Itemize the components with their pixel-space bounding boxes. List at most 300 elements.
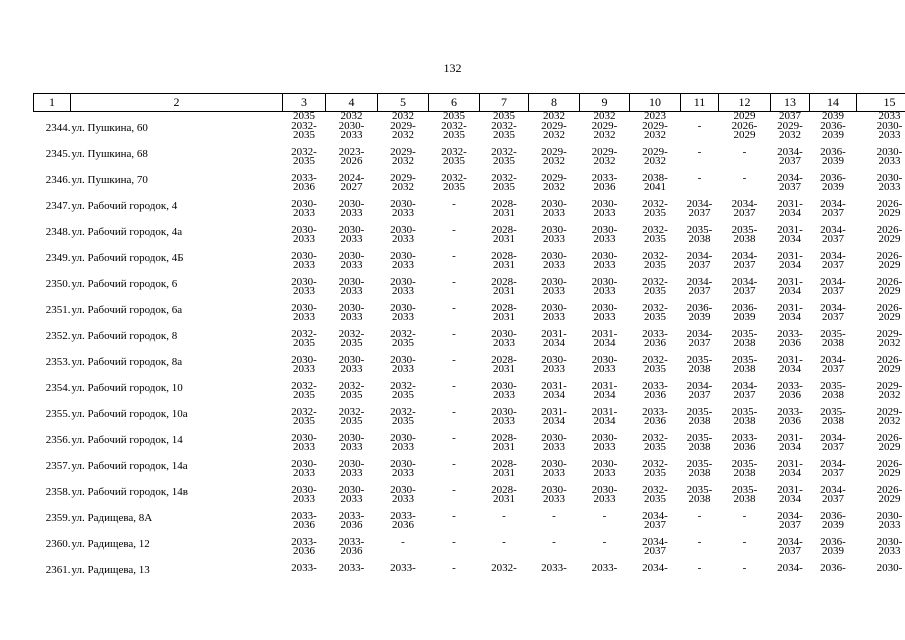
- period-end: 2032: [593, 129, 616, 141]
- period-start: 2032-: [390, 327, 416, 340]
- period-end: [480, 547, 529, 557]
- period-cell: [771, 431, 810, 460]
- period-end: 2035: [644, 259, 666, 271]
- period-start: 2028-: [491, 197, 517, 210]
- period-start: 2030-: [390, 353, 416, 366]
- period-cell: [326, 353, 378, 382]
- row-number: 2346.: [45, 173, 71, 186]
- period-end: 2033: [543, 441, 565, 453]
- period-cell: [630, 353, 681, 382]
- period-cell: [529, 509, 580, 538]
- period-cell: [429, 119, 480, 148]
- period-cell: [529, 379, 580, 408]
- period-cell: [480, 145, 529, 174]
- period-end: 2032: [543, 129, 565, 141]
- period-start: 2032-: [291, 327, 317, 340]
- period-end: 2037: [733, 259, 756, 271]
- period-end: 2037: [779, 155, 801, 167]
- period-end: [681, 573, 719, 583]
- period-cell: [283, 327, 326, 356]
- period-cell: [283, 561, 326, 590]
- period-start: 2030-: [541, 431, 567, 444]
- period-start: 2030-: [291, 353, 317, 366]
- period-start: 2028-: [491, 275, 517, 288]
- period-end: 2034: [593, 415, 616, 427]
- row-number: 2358.: [45, 485, 71, 498]
- period-start: 2030-: [491, 379, 517, 392]
- period-cell: [283, 379, 326, 408]
- period-end: 2034: [779, 467, 801, 479]
- period-start: 2035-: [686, 457, 713, 470]
- period-end: [681, 521, 719, 531]
- period-end: [429, 547, 480, 557]
- period-cell: [630, 327, 681, 356]
- period-start: 2026-: [876, 223, 903, 236]
- period-end: 2036: [293, 181, 315, 193]
- period-cell: [480, 561, 529, 590]
- period-start: 2030-: [390, 431, 416, 444]
- period-cell: [681, 535, 719, 564]
- row-number: 2356.: [45, 433, 71, 446]
- period-start: 2030-: [390, 457, 416, 470]
- period-cell: [580, 379, 630, 408]
- period-cell: [378, 457, 429, 486]
- period-cell: [429, 275, 480, 304]
- column-header-3: 3: [283, 94, 326, 112]
- period-cell: [810, 327, 857, 356]
- period-cell: [580, 119, 630, 148]
- period-end: 2032: [878, 389, 901, 401]
- period-start: 2031-: [541, 327, 567, 340]
- period-cell: [857, 145, 905, 174]
- period-cell: [681, 379, 719, 408]
- period-end: 2036: [392, 519, 414, 531]
- period-start: -: [602, 509, 607, 522]
- period-start: 2026-: [876, 275, 903, 288]
- period-cell: [378, 145, 429, 174]
- period-start: 2034-: [777, 535, 803, 548]
- period-end: 2033: [293, 493, 315, 505]
- period-cell: [326, 145, 378, 174]
- period-end: 2035: [443, 155, 465, 167]
- period-start: -: [452, 405, 456, 418]
- period-end: [429, 417, 480, 427]
- table-row: [34, 304, 905, 330]
- period-start: 2033-: [591, 561, 618, 574]
- period-end: 2039: [822, 155, 844, 167]
- period-cell: [630, 379, 681, 408]
- period-cell: [326, 327, 378, 356]
- period-cell: [378, 301, 429, 330]
- period-start: 2031-: [591, 405, 618, 418]
- period-end: 2034: [543, 389, 565, 401]
- period-cell: [857, 353, 905, 382]
- period-start: 2031-: [777, 483, 803, 496]
- period-start: 2030-: [291, 483, 317, 496]
- period-end: [429, 287, 480, 297]
- period-end: 2035: [644, 441, 666, 453]
- row-address: ул. Рабочий городок, 6а: [71, 303, 183, 316]
- period-end: 2034: [543, 337, 565, 349]
- period-start: 2033-: [642, 327, 668, 340]
- period-end: 2032: [543, 181, 565, 193]
- period-end: [719, 157, 771, 167]
- column-header-5: 5: [378, 94, 429, 112]
- period-cell: [580, 535, 630, 564]
- period-cell: [480, 431, 529, 460]
- table-row: [34, 486, 905, 512]
- period-start: 2030-: [390, 275, 416, 288]
- row-address: ул. Рабочий городок, 8а: [71, 355, 183, 368]
- period-end: 2037: [822, 467, 844, 479]
- period-start: -: [452, 483, 456, 496]
- period-cell: [378, 535, 429, 564]
- row-address: ул. Радищева, 13: [71, 563, 150, 576]
- period-end: 2029: [878, 259, 901, 271]
- period-cell: [283, 223, 326, 252]
- period-start: 2033-: [777, 327, 803, 340]
- period-start: 2023-: [338, 145, 365, 158]
- period-start: 2032-: [642, 301, 668, 314]
- period-start: 2028-: [491, 353, 517, 366]
- period-cell: [283, 301, 326, 330]
- period-end: 2039: [822, 545, 844, 557]
- period-end: 2035: [340, 389, 363, 401]
- period-end: 2036: [340, 545, 363, 557]
- period-cell: [719, 457, 771, 486]
- period-end: 2035: [293, 155, 315, 167]
- period-end: 2038: [822, 337, 844, 349]
- row-address: ул. Рабочий городок, 4: [71, 199, 178, 212]
- period-start: 2034-: [820, 223, 846, 236]
- period-start: 2036-: [686, 301, 713, 314]
- period-start: 2031-: [777, 223, 803, 236]
- period-end: 2033: [293, 207, 315, 219]
- period-end: 2031: [493, 285, 515, 297]
- period-end: 2032: [392, 155, 414, 167]
- period-end: 2034: [779, 363, 801, 375]
- period-cell: [429, 223, 480, 252]
- period-cell: [719, 249, 771, 278]
- period-start: -: [552, 535, 556, 548]
- period-start: 2031-: [591, 379, 618, 392]
- period-cell: [283, 119, 326, 148]
- period-start: 2029-: [777, 119, 803, 132]
- period-end: 2035: [644, 493, 666, 505]
- period-end: 2033: [878, 181, 901, 193]
- period-start: 2030-: [338, 353, 365, 366]
- period-start: 2028-: [491, 457, 517, 470]
- period-cell: [719, 483, 771, 512]
- period-end: 2037: [688, 259, 711, 271]
- period-start: 2030-: [291, 431, 317, 444]
- period-start: 2030-: [591, 431, 618, 444]
- period-end: [857, 573, 905, 583]
- period-end: 2031: [493, 363, 515, 375]
- period-cell: [378, 171, 429, 200]
- period-start: 2033-: [591, 171, 618, 184]
- continuation-cell: 2037: [779, 110, 801, 122]
- period-end: 2031: [493, 467, 515, 479]
- period-cell: [283, 249, 326, 278]
- period-cell: [580, 457, 630, 486]
- period-cell: [857, 249, 905, 278]
- period-start: 2030-: [338, 275, 365, 288]
- period-cell: [719, 275, 771, 304]
- column-header-2: 2: [71, 94, 283, 112]
- row-address: ул. Рабочий городок, 4Б: [71, 251, 184, 264]
- period-end: 2033: [392, 259, 414, 271]
- period-end: 2035: [644, 311, 666, 323]
- period-cell: [681, 561, 719, 590]
- period-end: 2035: [293, 415, 315, 427]
- period-end: 2033: [593, 233, 616, 245]
- period-cell: [630, 249, 681, 278]
- period-end: 2034: [779, 233, 801, 245]
- period-cell: [529, 535, 580, 564]
- period-cell: [283, 509, 326, 538]
- period-start: 2036-: [820, 145, 846, 158]
- period-cell: [529, 223, 580, 252]
- period-start: 2032-: [642, 431, 668, 444]
- period-start: -: [697, 171, 702, 184]
- period-start: -: [742, 535, 747, 548]
- period-cell: [378, 509, 429, 538]
- period-cell: [378, 249, 429, 278]
- period-end: 2034: [779, 311, 801, 323]
- period-end: 2036: [293, 545, 315, 557]
- period-end: [529, 521, 580, 531]
- period-cell: [429, 379, 480, 408]
- period-cell: [719, 145, 771, 174]
- row-number: 2357.: [45, 459, 71, 472]
- column-header-11: 11: [681, 94, 719, 112]
- period-end: 2033: [392, 441, 414, 453]
- period-cell: [529, 405, 580, 434]
- period-end: 2034: [543, 415, 565, 427]
- period-cell: [283, 171, 326, 200]
- period-cell: [429, 327, 480, 356]
- period-start: 2029-: [390, 119, 416, 132]
- period-end: 2032: [878, 337, 901, 349]
- period-end: 2036: [644, 415, 666, 427]
- period-end: 2033: [340, 441, 363, 453]
- row-address: ул. Пушкина, 68: [71, 147, 148, 160]
- period-cell: [857, 535, 905, 564]
- period-end: 2033: [543, 233, 565, 245]
- period-end: 2038: [733, 493, 756, 505]
- table-row: [34, 460, 905, 486]
- period-cell: [810, 379, 857, 408]
- period-start: 2034-: [731, 275, 758, 288]
- period-cell: [810, 249, 857, 278]
- column-header-15: 15: [857, 94, 905, 112]
- period-start: 2034-: [642, 509, 668, 522]
- period-start: 2035-: [820, 405, 846, 418]
- period-start: 2033-: [338, 509, 365, 522]
- table-row: [34, 174, 905, 200]
- period-end: 2029: [878, 233, 901, 245]
- period-cell: [529, 301, 580, 330]
- period-start: -: [452, 535, 456, 548]
- period-end: 2036: [644, 389, 666, 401]
- row-address: ул. Пушкина, 70: [71, 173, 148, 186]
- period-start: 2030-: [390, 483, 416, 496]
- continuation-cell: 2035: [443, 110, 465, 122]
- period-end: [429, 209, 480, 219]
- period-cell: [630, 119, 681, 148]
- period-start: 2029-: [390, 145, 416, 158]
- period-start: 2028-: [491, 223, 517, 236]
- period-start: 2031-: [591, 327, 618, 340]
- period-end: 2032: [644, 129, 666, 141]
- period-start: 2030-: [390, 197, 416, 210]
- period-start: 2033-: [291, 535, 317, 548]
- period-start: 2033-: [390, 509, 416, 522]
- period-cell: [681, 353, 719, 382]
- period-cell: [810, 145, 857, 174]
- period-start: 2034-: [820, 197, 846, 210]
- period-end: [378, 573, 429, 583]
- row-number: 2350.: [45, 277, 71, 290]
- period-end: 2038: [688, 441, 711, 453]
- period-end: 2033: [340, 363, 363, 375]
- period-end: 2029: [878, 285, 901, 297]
- period-end: 2033: [392, 311, 414, 323]
- period-cell: [681, 145, 719, 174]
- period-cell: [378, 197, 429, 226]
- period-start: 2029-: [390, 171, 416, 184]
- period-cell: [480, 223, 529, 252]
- row-number: 2347.: [45, 199, 71, 212]
- period-end: [719, 573, 771, 583]
- period-cell: [326, 197, 378, 226]
- period-cell: [719, 223, 771, 252]
- period-end: 2035: [644, 285, 666, 297]
- period-end: 2037: [644, 519, 666, 531]
- period-start: 2026-: [876, 457, 903, 470]
- period-cell: [681, 197, 719, 226]
- table-row: [34, 122, 905, 148]
- period-cell: [771, 327, 810, 356]
- period-start: 2033-: [291, 509, 317, 522]
- period-end: 2033: [392, 285, 414, 297]
- period-start: 2026-: [876, 197, 903, 210]
- period-start: 2034-: [820, 457, 846, 470]
- period-cell: [480, 119, 529, 148]
- table-row: [34, 564, 905, 590]
- period-cell: [480, 535, 529, 564]
- period-end: 2041: [644, 181, 666, 193]
- period-end: 2033: [392, 363, 414, 375]
- period-start: 2032-: [338, 379, 365, 392]
- period-end: 2031: [493, 493, 515, 505]
- period-end: 2033: [293, 363, 315, 375]
- period-cell: [378, 327, 429, 356]
- period-start: -: [502, 535, 506, 548]
- period-start: 2032-: [642, 483, 668, 496]
- column-header-1: 1: [34, 94, 71, 112]
- period-cell: [429, 535, 480, 564]
- period-start: 2035-: [731, 353, 758, 366]
- period-end: 2037: [688, 337, 711, 349]
- period-start: 2032-: [491, 171, 517, 184]
- column-header-9: 9: [580, 94, 630, 112]
- period-end: [429, 235, 480, 245]
- column-header-10: 10: [630, 94, 681, 112]
- period-start: 2034-: [820, 249, 846, 262]
- row-number: 2360.: [45, 537, 71, 550]
- period-cell: [810, 353, 857, 382]
- period-end: 2038: [688, 233, 711, 245]
- period-cell: [719, 171, 771, 200]
- period-cell: [719, 535, 771, 564]
- period-end: [529, 573, 580, 583]
- period-start: 2030-: [541, 223, 567, 236]
- period-cell: [429, 249, 480, 278]
- period-end: 2037: [822, 285, 844, 297]
- schedule-table: [33, 93, 905, 590]
- period-cell: [630, 483, 681, 512]
- period-cell: [580, 509, 630, 538]
- period-start: 2030-: [541, 301, 567, 314]
- period-start: 2030-: [591, 353, 618, 366]
- period-end: 2034: [593, 337, 616, 349]
- period-start: 2031-: [777, 457, 803, 470]
- period-cell: [771, 483, 810, 512]
- period-end: 2033: [593, 285, 616, 297]
- period-start: -: [452, 301, 456, 314]
- period-cell: [771, 301, 810, 330]
- period-start: -: [742, 561, 747, 574]
- continuation-cell: 2032: [340, 110, 363, 122]
- period-start: 2032-: [338, 405, 365, 418]
- period-end: 2034: [779, 207, 801, 219]
- period-cell: [429, 171, 480, 200]
- period-cell: [326, 249, 378, 278]
- period-end: 2037: [644, 545, 666, 557]
- period-start: 2033-: [390, 561, 416, 574]
- period-start: 2029-: [591, 119, 618, 132]
- row-address: ул. Рабочий городок, 14а: [71, 459, 188, 472]
- period-start: 2035-: [731, 223, 758, 236]
- period-start: 2031-: [541, 379, 567, 392]
- period-end: [681, 157, 719, 167]
- period-start: 2030-: [338, 457, 365, 470]
- period-end: 2037: [779, 519, 801, 531]
- period-start: 2030-: [876, 171, 903, 184]
- column-header-13: 13: [771, 94, 810, 112]
- period-end: 2036: [733, 441, 756, 453]
- period-cell: [857, 457, 905, 486]
- period-start: 2029-: [876, 327, 903, 340]
- page-number: 132: [443, 61, 462, 75]
- period-end: [681, 131, 719, 141]
- period-cell: [771, 561, 810, 590]
- period-cell: [719, 119, 771, 148]
- period-start: 2030-: [541, 249, 567, 262]
- period-start: 2030-: [591, 457, 618, 470]
- table-row: [34, 408, 905, 434]
- period-end: [580, 521, 630, 531]
- period-end: 2032: [878, 415, 901, 427]
- period-start: -: [697, 509, 702, 522]
- period-cell: [630, 431, 681, 460]
- period-cell: [681, 301, 719, 330]
- period-start: -: [502, 509, 506, 522]
- period-cell: [429, 301, 480, 330]
- period-start: 2028-: [491, 431, 517, 444]
